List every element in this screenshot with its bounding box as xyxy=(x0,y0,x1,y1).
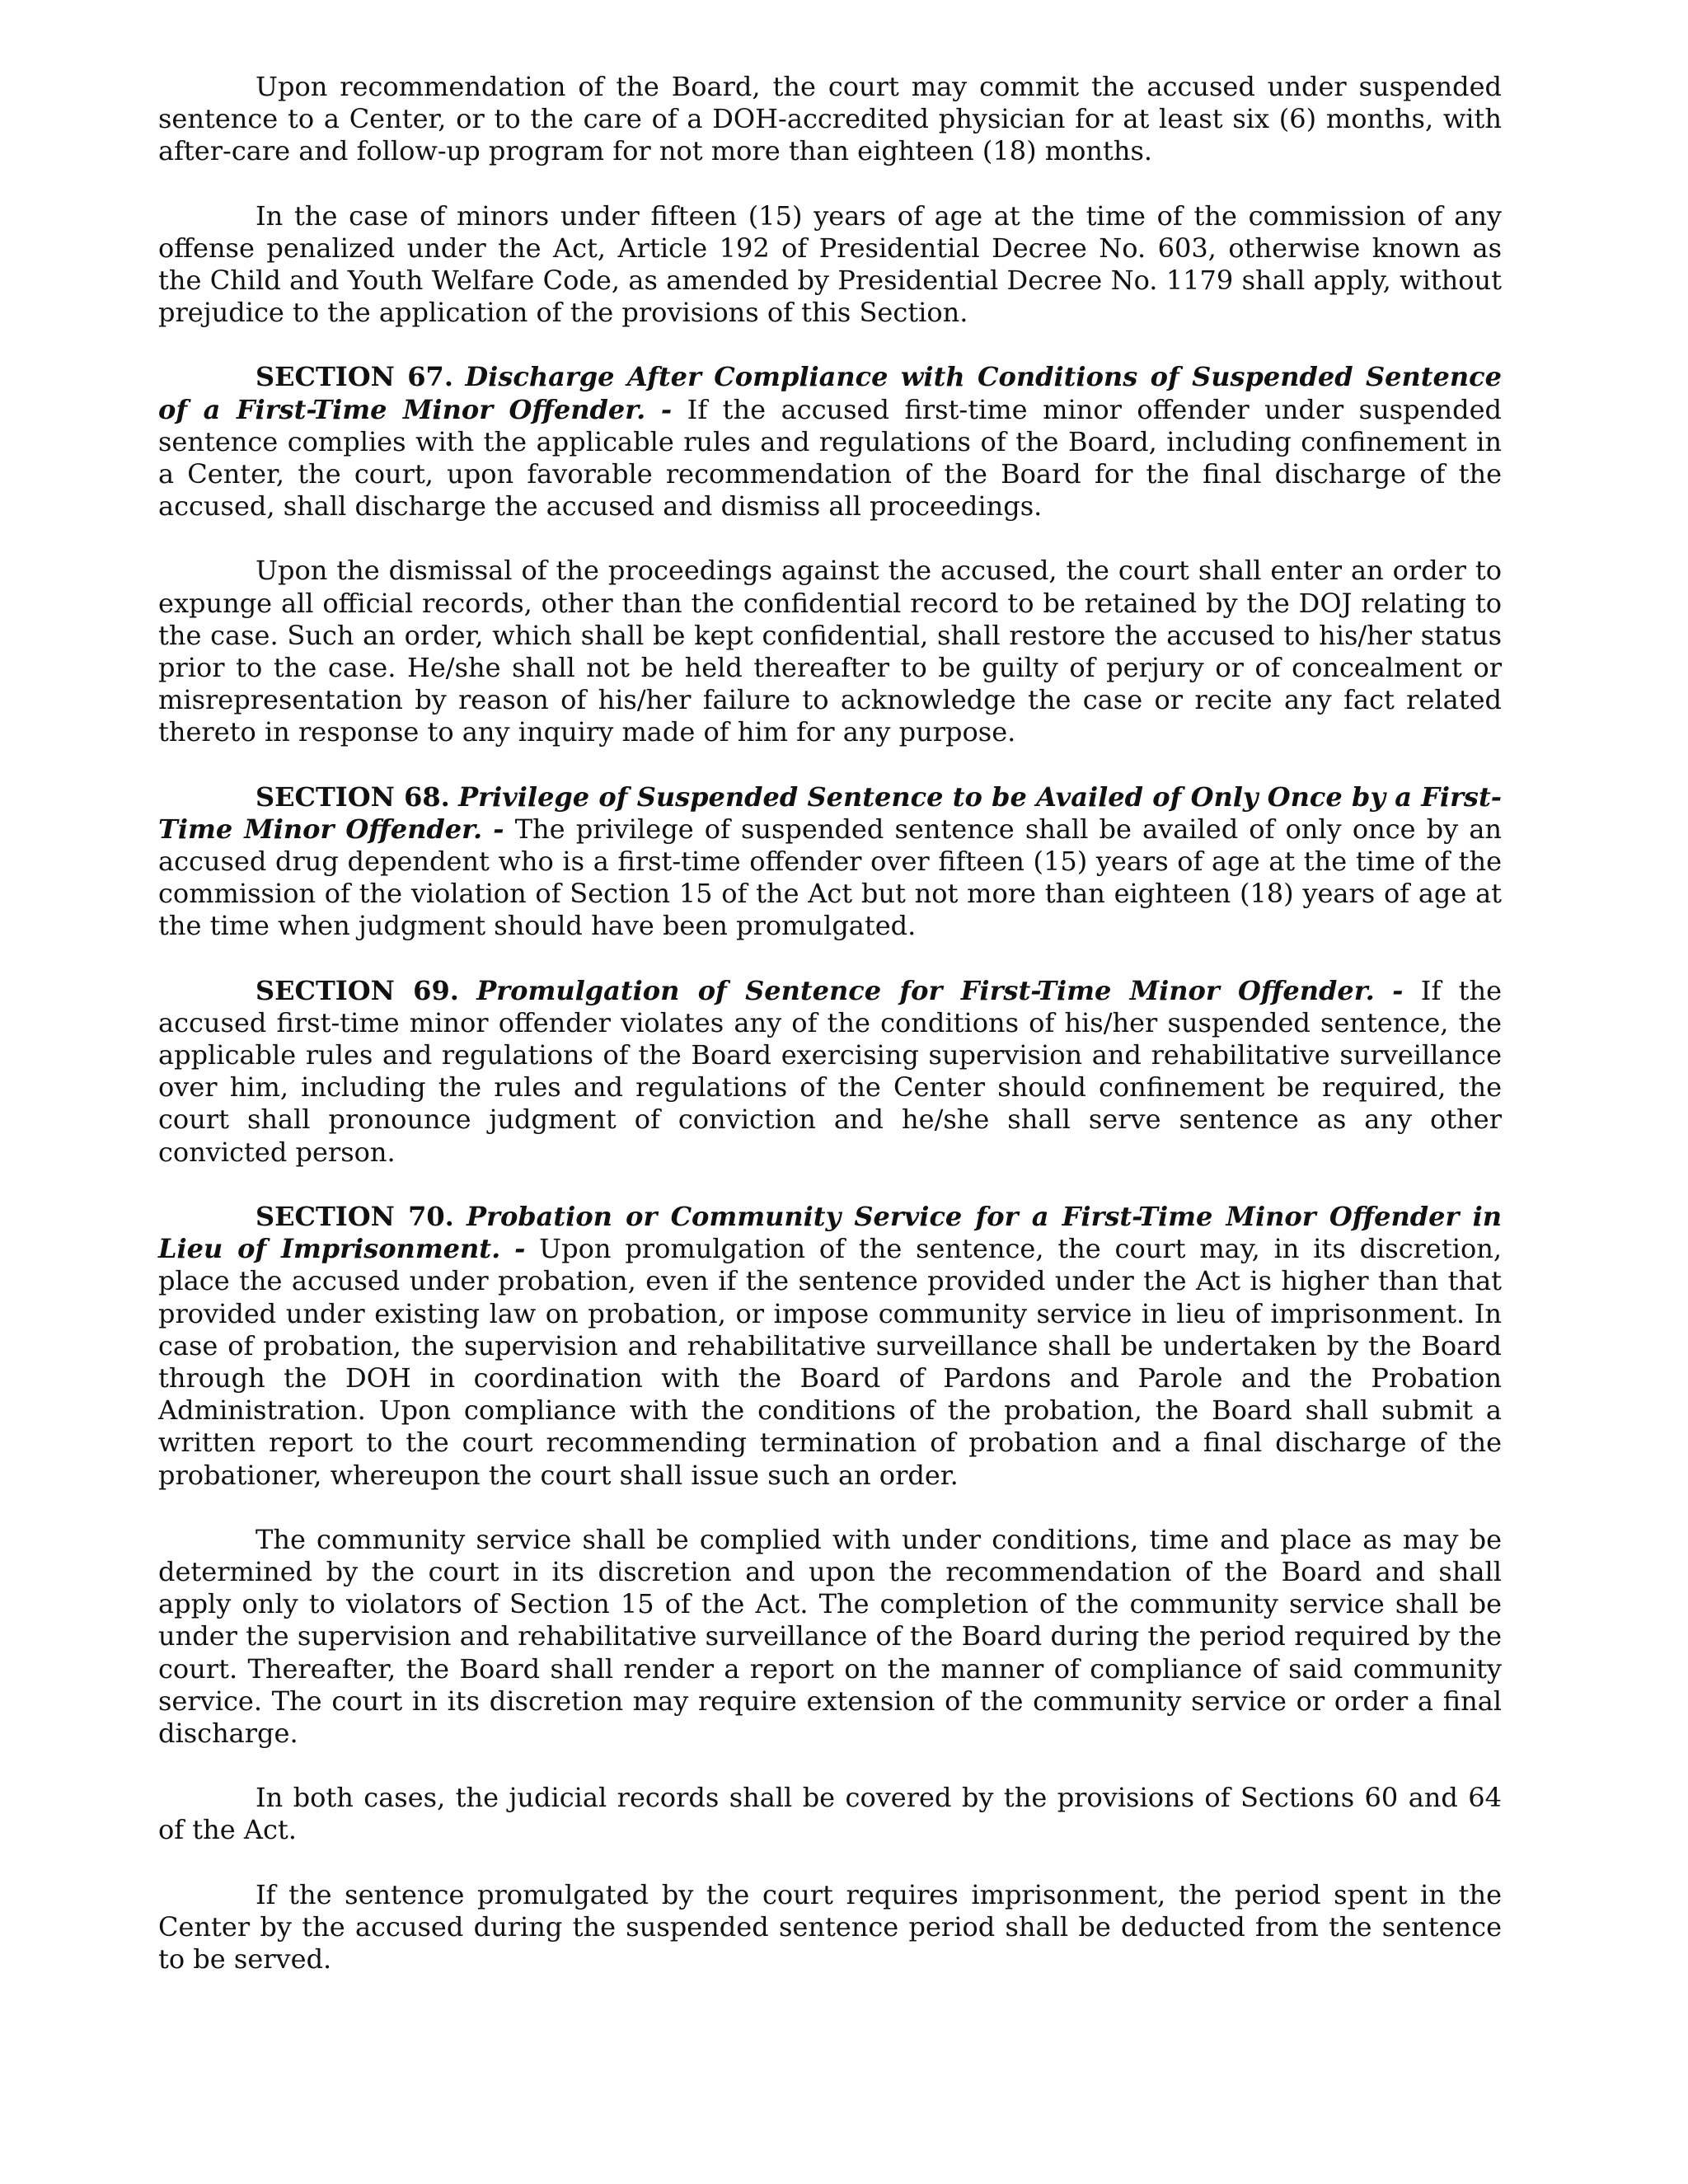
section-69-body: If the accused first-time minor offender violates any of the conditions of his/her suspended sentence, the applicable rules and regulations of the Board exercising supervision and rehabilitative surveillance over him, including the rules and regulations of the Center should confinement be required, the court shall pronounce judgment of conviction and he/she shall serve sentence as any other convicted person. xyxy=(158,974,1503,1168)
paragraph-center-commitment: Upon recommendation of the Board, the court may commit the accused under suspended sentence to a Center, or to the care of a DOH-accredited physician for at least six (6) months, with after-care and follow-up program for not more than eighteen (18) months. xyxy=(158,71,1502,167)
paragraph-community-service: The community service shall be complied with under conditions, time and place as may be determined by the court in its discretion and upon the recommendation of the Board and shall apply only to violators of Section 15 of the Act. The completion of the community service shall be under the supervision and rehabilitative surveillance of the Board during the period required by the court. Thereafter, the Board shall render a report on the manner of compliance of said community service. The court in its discretion may require extension of the community service or order a final discharge. xyxy=(158,1523,1502,1749)
paragraph-period-deducted: If the sentence promulgated by the court requires imprisonment, the period spent in the Center by the accused during the suspended sentence period shall be deducted from the sentence to be served. xyxy=(158,1878,1502,1975)
paragraph-expunge-records: Upon the dismissal of the proceedings against the accused, the court shall enter an order to expunge all official records, other than the confidential record to be retained by the DOJ relating to the case. Such an order, which shall be kept confidential, shall restore the accused to his/her status prior to the case. He/she shall not be held thereafter to be guilty of perjury or of concealment or misrepresentation by reason of his/her failure to acknowledge the case or recite any fact related thereto in response to any inquiry made of him for any purpose. xyxy=(158,555,1502,748)
section-70 xyxy=(158,1201,1502,1492)
section-69 xyxy=(158,975,1502,1169)
section-69-dash: - xyxy=(1392,974,1404,1006)
section-70-dash: - xyxy=(514,1233,526,1265)
section-68-body: The privilege of suspended sentence shall be availed of only once by an accused drug dependent who is a first-time offender over fifteen (15) years of age at the time of the commission of the violation of Section 15 of the Act but not more than eighteen (18) years of age at the time when judgment should have been promulgated. xyxy=(158,813,1503,942)
section-68 xyxy=(158,781,1502,943)
section-70-body: Upon promulgation of the sentence, the court may, in its discretion, place the accused under probation, even if the sentence provided under the Act is higher than that provided under existing law on probation, or impose community service in lieu of imprisonment. In case of probation, the supervision and rehabilitative surveillance shall be undertaken by the Board through the DOH in coordination with the Board of Pardons and Parole and the Probation Administration. Upon compliance with the conditions of the probation, the Board shall submit a written report to the court recommending termination of probation and a final discharge of the probationer, whereupon the court shall issue such an order. xyxy=(158,1233,1503,1491)
paragraph-judicial-records: In both cases, the judicial records shall be covered by the provisions of Sections 60 and 64 of the Act. xyxy=(158,1782,1502,1846)
section-70-label: SECTION 70. xyxy=(256,1200,454,1232)
section-67-dash: - xyxy=(660,393,673,425)
section-68-title: Privilege of Suspended Sentence to be Availed of Only Once by a First-Time Minor Offender. xyxy=(158,780,1503,845)
section-70-title: Probation or Community Service for a First-Time Minor Offender in Lieu of Imprisonment. xyxy=(158,1200,1503,1265)
section-67-title: Discharge After Compliance with Conditions of Suspended Sentence of a First-Time Minor Offender. xyxy=(158,361,1503,425)
paragraph-minors-under-fifteen: In the case of minors under fifteen (15) years of age at the time of the commission of any offense penalized under the Act, Article 192 of Presidential Decree No. 603, otherwise known as the Child and Youth Welfare Code, as amended by Presidential Decree No. 1179 shall apply, without prejudice to the application of the provisions of this Section. xyxy=(158,199,1502,329)
section-68-dash: - xyxy=(493,813,504,845)
section-69-title: Promulgation of Sentence for First-Time Minor Offender. xyxy=(476,974,1375,1006)
section-67 xyxy=(158,361,1502,523)
section-68-label: SECTION 68. xyxy=(256,780,450,813)
section-67-body: If the accused first-time minor offender under suspended sentence complies with the applicable rules and regulations of the Board, including confinement in a Center, the court, upon favorable recommendation of the Board for the final discharge of the accused, shall discharge the accused and dismiss all proceedings. xyxy=(158,393,1503,523)
section-69-label: SECTION 69. xyxy=(256,974,459,1006)
section-67-label: SECTION 67. xyxy=(256,361,453,393)
document-page xyxy=(158,71,1502,2008)
